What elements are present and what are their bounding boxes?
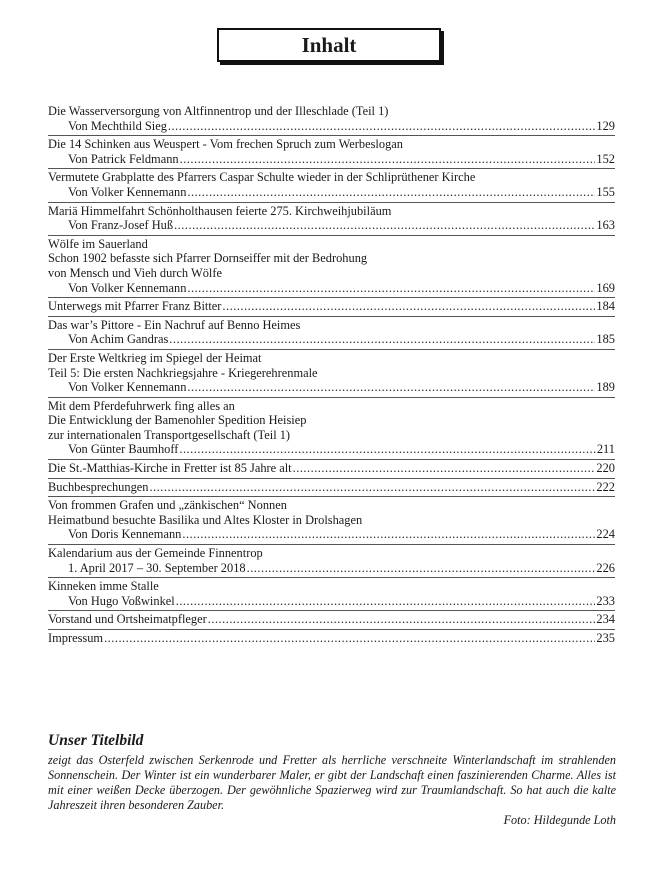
toc-entry-title: Die St.-Matthias-Kirche in Fretter ist 85 Jahre alt [48, 461, 292, 476]
toc-entry-page-number: 220 [596, 461, 615, 476]
toc-entry-title: Unterwegs mit Pfarrer Franz Bitter [48, 299, 222, 314]
toc-entry-title-line: Mit dem Pferdefuhrwerk fing alles an [48, 398, 235, 413]
toc-entry [48, 578, 615, 611]
toc-entry [48, 298, 615, 317]
toc-entry-author: Von Volker Kennemann [68, 380, 187, 395]
toc-entry-page-number: 155 [596, 184, 615, 199]
toc-entry-author: 1. April 2017 – 30. September 2018 [68, 560, 246, 575]
dot-leader [222, 299, 595, 314]
toc-entry-leader-line [48, 152, 615, 167]
dot-leader [168, 119, 596, 134]
toc-entry-leader-line [48, 594, 615, 609]
toc-entry-leader-line [48, 561, 615, 576]
toc-entry-page-number: 211 [596, 442, 615, 457]
toc-entry-title-line: von Mensch und Vieh durch Wölfe [48, 265, 222, 280]
dot-leader [176, 594, 596, 609]
toc-entry-leader-line [48, 218, 615, 233]
toc-entry-title-line: Schon 1902 befasste sich Pfarrer Dornseiffer mit der Bedrohung [48, 251, 368, 266]
toc-entry [48, 236, 615, 298]
toc-entry-page-number: 189 [596, 380, 615, 395]
toc-entry-title-line: Von frommen Grafen und „zänkischen“ Nonnen [48, 498, 287, 513]
dot-leader [187, 185, 595, 200]
dot-leader [293, 461, 596, 476]
toc-entry-leader-line [48, 119, 615, 134]
photo-credit: Foto: Hildegunde Loth [503, 813, 616, 827]
toc-entry-page-number: 234 [596, 612, 615, 627]
toc-entry-author: Von Doris Kennemann [68, 527, 182, 542]
toc-entry-page-number: 235 [596, 631, 615, 645]
toc-entry-author: Von Achim Gandras [68, 332, 169, 347]
toc-entry [48, 611, 615, 630]
toc-entry-page-number: 222 [596, 479, 615, 494]
toc-entry-title-line: Heimatbund besuchte Basilika und Altes Kloster in Drolshagen [48, 512, 363, 527]
toc-entry-title-line: Wölfe im Sauerland [48, 236, 148, 251]
dot-leader [208, 612, 596, 627]
toc-entry [48, 545, 615, 578]
toc-entry-title-line: zur internationalen Transportgesellschaft (Teil 1) [48, 427, 291, 442]
toc-entry-title-line: Das war’s Pittore - Ein Nachruf auf Benno Heimes [48, 317, 301, 332]
toc-entry [48, 317, 615, 350]
toc-entry-title: Impressum [48, 631, 104, 645]
toc-entry [48, 203, 615, 236]
toc-entry-leader-line [48, 380, 615, 395]
dot-leader [104, 631, 595, 646]
toc-entry [48, 460, 615, 479]
toc-entry-author: Von Günter Baumhoff [68, 442, 179, 457]
dot-leader [182, 527, 595, 542]
toc-entry-author: Von Hugo Voßwinkel [68, 593, 175, 608]
toc-entry-title-line: Die Entwicklung der Bamenohler Spedition Heisiep [48, 413, 307, 428]
dot-leader [187, 380, 595, 395]
toc-entry-page-number: 226 [596, 560, 615, 575]
dot-leader [174, 218, 595, 233]
cover-caption [48, 732, 616, 828]
toc-entry-page-number: 152 [596, 151, 615, 166]
toc-entry [48, 136, 615, 169]
toc-entry-page-number: 169 [596, 280, 615, 295]
toc-entry [48, 103, 615, 136]
toc-entry-title: Buchbesprechungen [48, 479, 149, 494]
toc-entry-author: Von Mechthild Sieg [68, 118, 167, 133]
toc-entry [48, 169, 615, 202]
toc-entry [48, 630, 615, 648]
toc-entry-leader-line [48, 480, 615, 495]
toc-entry [48, 350, 615, 398]
page-title: Inhalt [301, 32, 357, 57]
toc-entry-page-number: 163 [596, 218, 615, 233]
toc-entry-page-number: 185 [596, 332, 615, 347]
toc-entry-leader-line [48, 281, 615, 296]
toc-entry-leader-line [48, 612, 615, 627]
toc-entry-page-number: 224 [596, 527, 615, 542]
table-of-contents [48, 103, 615, 648]
toc-entry-page-number: 184 [596, 299, 615, 314]
toc-entry-title-line: Die 14 Schinken aus Weuspert - Vom frechen Spruch zum Werbeslogan [48, 137, 403, 152]
dot-leader [179, 442, 596, 457]
dot-leader [169, 332, 595, 347]
toc-entry-page-number: 129 [596, 118, 615, 133]
toc-entry-title-line: Mariä Himmelfahrt Schönholthausen feierte 275. Kirchweihjubiläum [48, 203, 392, 218]
toc-entry-title-line: Vermutete Grabplatte des Pfarrers Caspar Schulte wieder in der Schliprüthener Kirche [48, 170, 476, 185]
toc-entry-leader-line [48, 527, 615, 542]
toc-entry-title: Vorstand und Ortsheimatpfleger [48, 612, 207, 627]
toc-entry-title-line: Die Wasserversorgung von Altfinnentrop und der Illeschlade (Teil 1) [48, 104, 389, 118]
toc-entry [48, 479, 615, 498]
dot-leader [187, 281, 595, 296]
toc-entry-leader-line [48, 332, 615, 347]
toc-entry-leader-line [48, 631, 615, 646]
toc-entry-title-line: Kalendarium aus der Gemeinde Finnentrop [48, 546, 263, 561]
toc-entry-title-line: Kinneken imme Stalle [48, 579, 159, 594]
cover-caption-title: Unser Titelbild [48, 732, 144, 749]
toc-entry-leader-line [48, 185, 615, 200]
toc-entry [48, 497, 615, 545]
toc-entry-title-line: Teil 5: Die ersten Nachkriegsjahre - Kriegerehrenmale [48, 365, 318, 380]
dot-leader [149, 480, 595, 495]
cover-caption-text: zeigt das Osterfeld zwischen Serkenrode und Fretter als herrliche verschneite Winterlandschaft im strahlenden Sonnenschein. Der Winter ist ein wunderbarer Maler, er gibt der Landschaft einen faszinierenden Charme. Alles ist mit einer weißen Decke überzogen. Der gewöhnliche Spazierweg wird zur Traumlandschaft. So hat auch die kalte Jahreszeit ihren besonderen Zauber. [48, 753, 616, 812]
dot-leader [247, 561, 596, 576]
dot-leader [180, 152, 596, 167]
toc-entry-author: Von Volker Kennemann [68, 184, 187, 199]
toc-entry-author: Von Patrick Feldmann [68, 151, 179, 166]
toc-entry-leader-line [48, 461, 615, 476]
toc-entry-page-number: 233 [596, 593, 615, 608]
toc-entry-title-line: Der Erste Weltkrieg im Spiegel der Heimat [48, 350, 262, 365]
toc-entry-author: Von Volker Kennemann [68, 280, 187, 295]
toc-entry-author: Von Franz-Josef Huß [68, 218, 174, 233]
page-title-box [217, 28, 441, 62]
toc-entry-leader-line [48, 442, 615, 457]
toc-entry-leader-line [48, 299, 615, 314]
toc-entry [48, 398, 615, 460]
